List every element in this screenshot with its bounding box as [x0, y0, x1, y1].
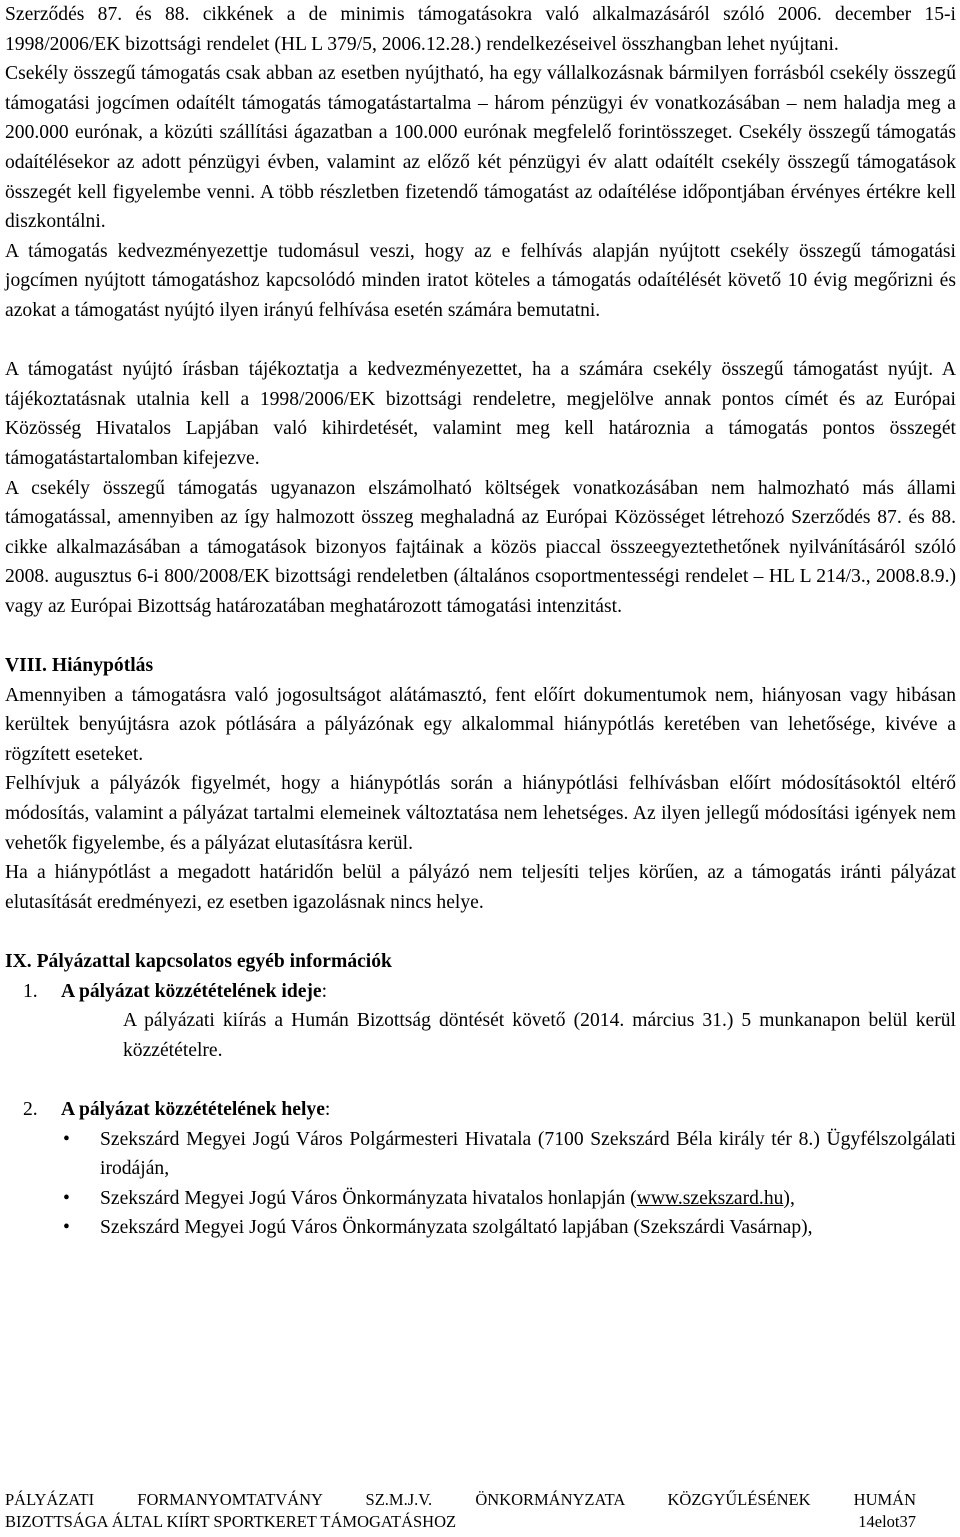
bullet-icon: • — [63, 1128, 70, 1150]
list-item-text: Szekszárd Megyei Jogú Város Önkormányzata szolgáltató lapjában (Szekszárdi Vasárnap), — [100, 1217, 813, 1239]
item-number: 2. — [23, 1098, 38, 1120]
footer-line-2-text: BIZOTTSÁGA ÁLTAL KIÍRT SPORTKERET TÁMOGATÁSHOZ — [5, 1512, 457, 1531]
paragraph-de-minimis-limit: Csekély összegű támogatás csak abban az esetben nyújtható, ha egy vállalkozásnak bármilyen forrásból csekély összegű támogatási jogcímen odaítélt támogatás támogatástartalma – három pénzügyi év vonatkozásában – nem haladja meg a 200.000 eurónak, a közúti szállítási ágazatban a 100.000 eurónak megfelelő forintösszeget. Csekély összegű támogatás odaítélésekor az adott pénzügyi évben, valamint az előző két pénzügyi év alatt odaítélt csekély összegű támogatások összegét kell figyelembe venni. A több részletben fizetendő támogatást az odaítélése időpontjában érvényes értékre kell diszkontálni. — [5, 63, 956, 233]
section-heading-hianypotlas: VIII. Hiánypótlás — [5, 655, 154, 677]
item-title: A pályázat közzétételének ideje — [61, 980, 322, 1002]
list-item — [5, 1184, 956, 1214]
paragraph-hianypotlas-3: Ha a hiánypótlást a megadott határidőn belül a pályázó nem teljesíti teljes körűen, az a támogatás iránti pályázat elutasítását eredményezi, ez esetben igazolásnak nincs helye. — [5, 862, 956, 913]
list-item-text-after: ), — [783, 1187, 795, 1209]
footer-line-2 — [5, 1511, 916, 1533]
spacer — [5, 326, 956, 356]
publication-place-list — [5, 1125, 956, 1243]
paragraph-hianypotlas-1: Amennyiben a támogatásra való jogosultságot alátámasztó, fent előírt dokumentumok nem, hiányosan vagy hibásan kerültek benyújtásra azok pótlására a pályázónak egy alkalommal hiánypótlás keretében van lehetősége, kivéve a rögzített eseteket. — [5, 684, 956, 765]
website-link[interactable]: www.szekszard.hu — [636, 1187, 784, 1209]
item-number: 1. — [23, 980, 38, 1002]
item-colon: : — [321, 980, 328, 1002]
footer-line-1: PÁLYÁZATI FORMANYOMTATVÁNY SZ.M.J.V. ÖNKORMÁNYZATA KÖZGYŰLÉSÉNEK HUMÁN — [5, 1490, 916, 1509]
spacer — [5, 1065, 956, 1095]
spacer — [5, 917, 956, 947]
publication-date-text: A pályázati kiírás a Humán Bizottság döntését követő (2014. március 31.) 5 munkanapon belül kerül közzétételre. — [123, 1010, 956, 1061]
list-item-text: Szekszárd Megyei Jogú Város Önkormányzata hivatalos honlapján ( — [100, 1187, 637, 1209]
numbered-item-publication-date — [5, 977, 956, 1007]
list-item — [5, 1125, 956, 1184]
paragraph-written-notice: A támogatást nyújtó írásban tájékoztatja a kedvezményezettet, ha a számára csekély összegű támogatást nyújt. A tájékoztatásnak utalnia kell a 1998/2006/EK bizottsági rendeletre, megjelölve annak pontos címét és az Európai Közösség Hivatalos Lapjában való kihirdetését, valamint meg kell határoznia a támogatás pontos összegét támogatástartalomban kifejezve. — [5, 359, 956, 469]
list-item — [5, 1213, 956, 1243]
paragraph-de-minimis-intro: Szerződés 87. és 88. cikkének a de minimis támogatásokra való alkalmazásáról szóló 2006. december 15-i 1998/2006/EK bizottsági rendelet (HL L 379/5, 2006.12.28.) rendelkezéseivel összhangban lehet nyújtani. — [5, 4, 956, 55]
footer-page-code: 14elot37 — [858, 1512, 916, 1531]
paragraph-cumulation: A csekély összegű támogatás ugyanazon elszámolható költségek vonatkozásában nem halmozható más állami támogatással, amennyiben az így halmozott összeg meghaladná az Európai Közösséget létrehozó Szerződés 87. és 88. cikke alkalmazásában a támogatások bizonyos fajtáinak a közös piaccal összeegyeztethetőnek nyilvánításáról szóló 2008. augusztus 6-i 800/2008/EK bizottsági rendeletben (általános csoportmentességi rendelet – HL L 214/3., 2008.8.9.) vagy az Európai Bizottság határozatában meghatározott támogatási intenzitást. — [5, 477, 956, 617]
section-heading-egyeb-informaciok: IX. Pályázattal kapcsolatos egyéb információk — [5, 951, 392, 972]
paragraph-record-keeping: A támogatás kedvezményezettje tudomásul veszi, hogy az e felhívás alapján nyújtott csekély összegű támogatási jogcímen nyújtott támogatáshoz kapcsolódó minden iratot köteles a támogatás odaítélését követő 10 évig megőrizni és azokat a támogatást nyújtó ilyen irányú felhívása esetén számára bemutatni. — [5, 240, 956, 321]
list-item-text: Szekszárd Megyei Jogú Város Polgármesteri Hivatala (7100 Szekszárd Béla király tér 8.) Ügyfélszolgálati irodáján, — [100, 1128, 956, 1180]
document-page — [5, 0, 956, 1243]
spacer — [5, 621, 956, 651]
numbered-item-publication-place — [5, 1095, 956, 1125]
bullet-icon: • — [63, 1217, 70, 1239]
bullet-icon: • — [63, 1187, 70, 1209]
item-title: A pályázat közzétételének helye — [61, 1098, 325, 1120]
paragraph-hianypotlas-2: Felhívjuk a pályázók figyelmét, hogy a hiánypótlás során a hiánypótlási felhívásban előírt módosításoktól eltérő módosítás, valamint a pályázat tartalmi elemeinek változtatása nem lehetséges. Az ilyen jellegű módosítási igények nem vehetők figyelembe, és a pályázat elutasításra kerül. — [5, 773, 956, 854]
page-footer — [5, 1489, 916, 1533]
item-colon: : — [324, 1098, 331, 1120]
